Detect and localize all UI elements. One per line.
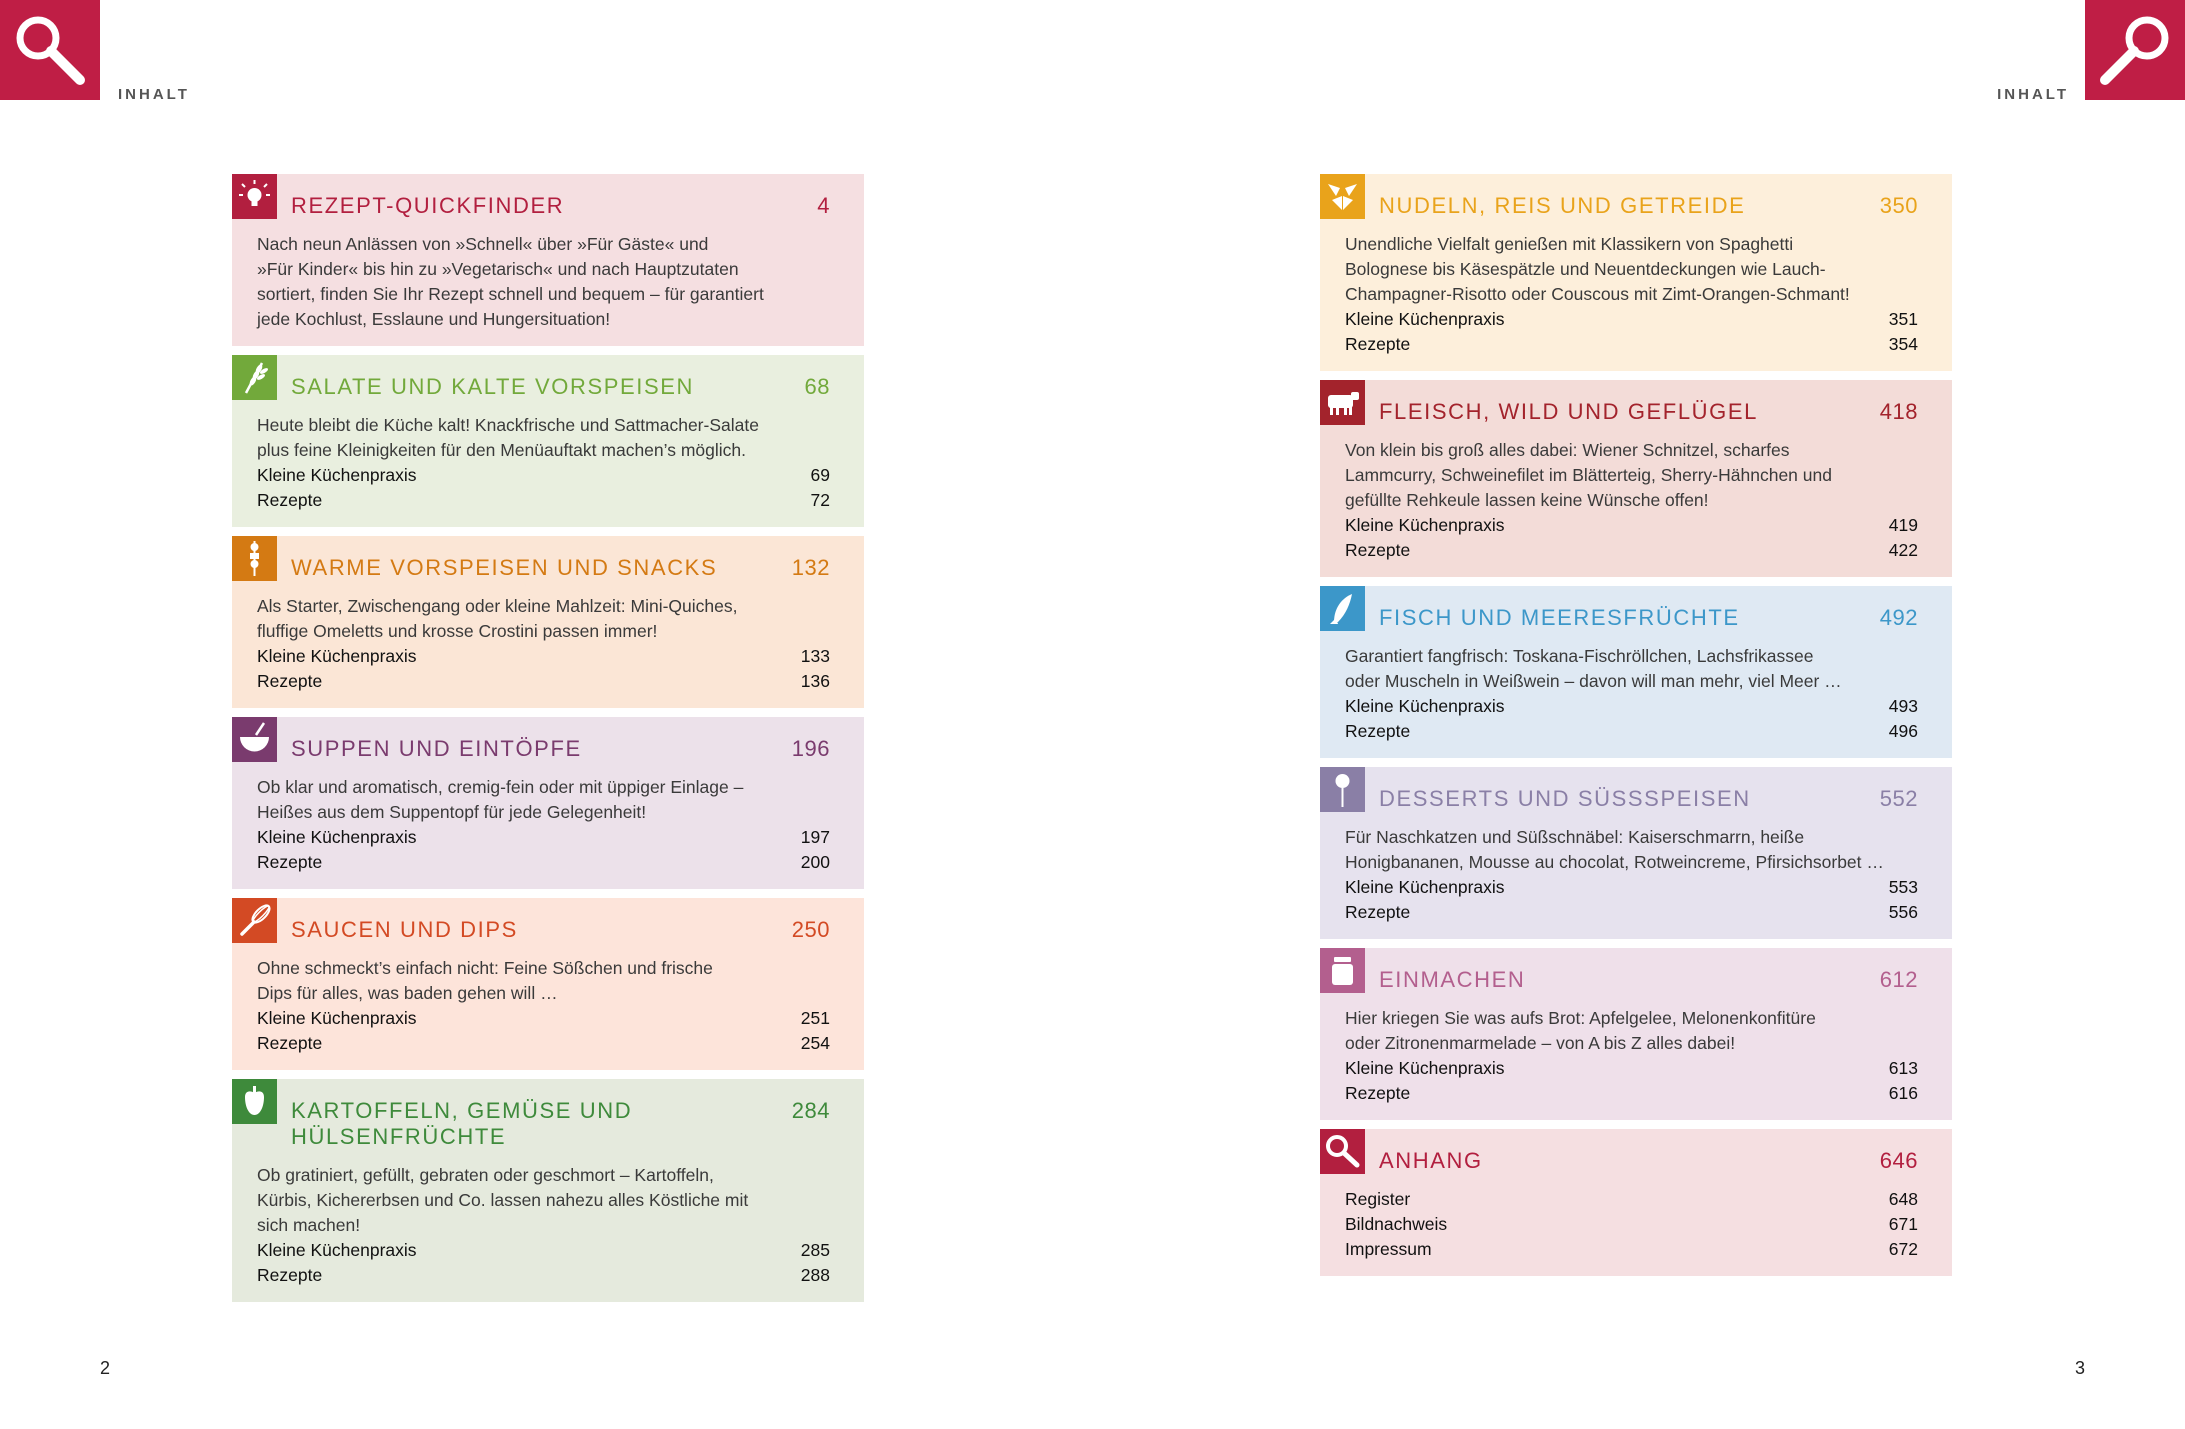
section-title[interactable]: ANHANG bbox=[1379, 1148, 1483, 1173]
subsection-entry[interactable] bbox=[257, 1006, 830, 1031]
subsection-list bbox=[1345, 1187, 1918, 1262]
fish-icon bbox=[1320, 586, 1365, 631]
section-page-number[interactable]: 4 bbox=[817, 193, 830, 218]
subsection-page: 648 bbox=[1888, 1189, 1918, 1209]
subsection-label: Rezepte bbox=[257, 671, 323, 691]
subsection-page: 136 bbox=[800, 671, 830, 691]
section-title-row bbox=[1379, 967, 1918, 993]
pasta-icon bbox=[1320, 174, 1365, 219]
subsection-label: Kleine Küchenpraxis bbox=[257, 1008, 417, 1028]
magnifier-icon bbox=[12, 12, 88, 88]
toc-section-anhang bbox=[1320, 1129, 1952, 1276]
wheat-icon bbox=[232, 355, 277, 400]
description-line: Garantiert fangfrisch: Toskana-Fischröllchen, Lachsfrikassee bbox=[1345, 646, 1814, 666]
subsection-label: Rezepte bbox=[1345, 334, 1411, 354]
description-line: Heißes aus dem Suppentopf für jede Gelegenheit! bbox=[257, 802, 647, 822]
subsection-page: 422 bbox=[1888, 540, 1918, 560]
description-line: fluffige Omeletts und krosse Crostini passen immer! bbox=[257, 621, 658, 641]
subsection-label: Rezepte bbox=[257, 852, 323, 872]
subsection-entry[interactable] bbox=[1345, 538, 1918, 563]
section-header-right: INHALT bbox=[1997, 86, 2069, 103]
subsection-entry[interactable] bbox=[257, 825, 830, 850]
subsection-label: Rezepte bbox=[1345, 721, 1411, 741]
section-description bbox=[257, 413, 830, 463]
section-page-number[interactable]: 350 bbox=[1879, 193, 1918, 218]
subsection-entry[interactable] bbox=[257, 1031, 830, 1056]
section-description bbox=[257, 1163, 830, 1238]
subsection-label: Kleine Küchenpraxis bbox=[257, 827, 417, 847]
section-title[interactable]: WARME VORSPEISEN UND SNACKS bbox=[291, 555, 718, 580]
section-title[interactable]: SAUCEN UND DIPS bbox=[291, 917, 518, 942]
description-line: Nach neun Anlässen von »Schnell« über »Für Gäste« und bbox=[257, 234, 709, 254]
section-page-number[interactable]: 552 bbox=[1879, 786, 1918, 811]
subsection-entry[interactable] bbox=[1345, 875, 1918, 900]
description-line: sortiert, finden Sie Ihr Rezept schnell und bequem – für garantiert bbox=[257, 284, 764, 304]
toc-section-nudeln-reis-und-getreide bbox=[1320, 174, 1952, 371]
subsection-page: 419 bbox=[1888, 515, 1918, 535]
subsection-list bbox=[257, 1238, 830, 1288]
subsection-label: Rezepte bbox=[1345, 540, 1411, 560]
subsection-page: 496 bbox=[1888, 721, 1918, 741]
subsection-page: 616 bbox=[1888, 1083, 1918, 1103]
description-line: Ob klar und aromatisch, cremig-fein oder mit üppiger Einlage – bbox=[257, 777, 744, 797]
subsection-list bbox=[1345, 513, 1918, 563]
magnifier-icon bbox=[2097, 12, 2173, 88]
description-line: oder Muscheln in Weißwein – davon will man mehr, viel Meer … bbox=[1345, 671, 1842, 691]
toc-column-right bbox=[1320, 174, 1952, 1285]
subsection-entry[interactable] bbox=[1345, 332, 1918, 357]
subsection-page: 354 bbox=[1888, 334, 1918, 354]
corner-tab-right bbox=[2085, 0, 2185, 100]
subsection-label: Rezepte bbox=[257, 1033, 323, 1053]
subsection-label: Kleine Küchenpraxis bbox=[257, 465, 417, 485]
toc-column-left bbox=[232, 174, 864, 1311]
section-title-row bbox=[291, 374, 830, 400]
subsection-entry[interactable] bbox=[1345, 719, 1918, 744]
toc-section-rezept-quickfinder bbox=[232, 174, 864, 346]
section-title[interactable]: NUDELN, REIS UND GETREIDE bbox=[1379, 193, 1746, 218]
subsection-entry[interactable] bbox=[257, 1263, 830, 1288]
corner-tab-left bbox=[0, 0, 100, 100]
subsection-page: 72 bbox=[810, 490, 830, 510]
subsection-entry[interactable] bbox=[1345, 1212, 1918, 1237]
subsection-entry[interactable] bbox=[1345, 1237, 1918, 1262]
subsection-label: Register bbox=[1345, 1189, 1411, 1209]
subsection-label: Impressum bbox=[1345, 1239, 1432, 1259]
section-page-number[interactable]: 612 bbox=[1879, 967, 1918, 992]
description-line: sich machen! bbox=[257, 1215, 361, 1235]
subsection-entry[interactable] bbox=[257, 1238, 830, 1263]
subsection-label: Kleine Küchenpraxis bbox=[257, 646, 417, 666]
section-page-number[interactable]: 646 bbox=[1879, 1148, 1918, 1173]
toc-section-warme-vorspeisen-und-snacks bbox=[232, 536, 864, 708]
subsection-page: 351 bbox=[1888, 309, 1918, 329]
section-title[interactable]: REZEPT-QUICKFINDER bbox=[291, 193, 565, 218]
description-line: gefüllte Rehkeule lassen keine Wünsche offen! bbox=[1345, 490, 1709, 510]
subsection-label: Rezepte bbox=[1345, 1083, 1411, 1103]
subsection-page: 133 bbox=[800, 646, 830, 666]
subsection-list bbox=[1345, 694, 1918, 744]
section-description bbox=[1345, 1006, 1918, 1056]
description-line: Ob gratiniert, gefüllt, gebraten oder geschmort – Kartoffeln, bbox=[257, 1165, 714, 1185]
subsection-label: Kleine Küchenpraxis bbox=[257, 1240, 417, 1260]
subsection-label: Bildnachweis bbox=[1345, 1214, 1448, 1234]
section-title[interactable]: FLEISCH, WILD UND GEFLÜGEL bbox=[1379, 399, 1758, 424]
subsection-label: Kleine Küchenpraxis bbox=[1345, 515, 1505, 535]
description-line: Hier kriegen Sie was aufs Brot: Apfelgelee, Melonenkonfitüre bbox=[1345, 1008, 1816, 1028]
subsection-entry[interactable] bbox=[1345, 1187, 1918, 1212]
page-number-right: 3 bbox=[2074, 1358, 2085, 1378]
cow-icon bbox=[1320, 380, 1365, 425]
section-page-number[interactable]: 418 bbox=[1879, 399, 1918, 424]
section-page-number[interactable]: 196 bbox=[791, 736, 830, 761]
subsection-list bbox=[257, 463, 830, 513]
subsection-entry[interactable] bbox=[1345, 694, 1918, 719]
subsection-list bbox=[1345, 1056, 1918, 1106]
section-page-number[interactable]: 284 bbox=[791, 1098, 830, 1123]
subsection-label: Rezepte bbox=[1345, 902, 1411, 922]
section-page-number[interactable]: 68 bbox=[804, 374, 830, 399]
section-description bbox=[1345, 232, 1918, 307]
page-number-left: 2 bbox=[100, 1358, 111, 1378]
section-title-row bbox=[1379, 1148, 1918, 1174]
section-description bbox=[1345, 825, 1918, 875]
magnifier-icon bbox=[1320, 1129, 1365, 1174]
subsection-entry[interactable] bbox=[1345, 513, 1918, 538]
subsection-page: 285 bbox=[800, 1240, 830, 1260]
description-line: Honigbananen, Mousse au chocolat, Rotweincreme, Pfirsichsorbet … bbox=[1345, 852, 1884, 872]
section-title[interactable]: EINMACHEN bbox=[1379, 967, 1526, 992]
subsection-entry[interactable] bbox=[1345, 900, 1918, 925]
subsection-entry[interactable] bbox=[257, 488, 830, 513]
section-description bbox=[1345, 644, 1918, 694]
subsection-list bbox=[257, 644, 830, 694]
toc-section-suppen-und-eintoepfe bbox=[232, 717, 864, 889]
description-line: oder Zitronenmarmelade – von A bis Z alles dabei! bbox=[1345, 1033, 1736, 1053]
section-header-left: INHALT bbox=[118, 86, 190, 103]
subsection-list bbox=[257, 825, 830, 875]
section-title[interactable]: FISCH UND MEERESFRÜCHTE bbox=[1379, 605, 1740, 630]
description-line: »Für Kinder« bis hin zu »Vegetarisch« und nach Hauptzutaten bbox=[257, 259, 739, 279]
subsection-page: 69 bbox=[810, 465, 830, 485]
subsection-page: 671 bbox=[1888, 1214, 1918, 1234]
subsection-page: 556 bbox=[1888, 902, 1918, 922]
subsection-entry[interactable] bbox=[1345, 1081, 1918, 1106]
subsection-page: 251 bbox=[800, 1008, 830, 1028]
section-title-row bbox=[1379, 193, 1918, 219]
section-page-number[interactable]: 132 bbox=[791, 555, 830, 580]
description-line: Champagner-Risotto oder Couscous mit Zimt-Orangen-Schmant! bbox=[1345, 284, 1850, 304]
section-title[interactable]: KARTOFFELN, GEMÜSE UND HÜLSENFRÜCHTE bbox=[291, 1098, 633, 1149]
subsection-label: Kleine Küchenpraxis bbox=[1345, 696, 1505, 716]
description-line: Ohne schmeckt’s einfach nicht: Feine Sößchen und frische bbox=[257, 958, 713, 978]
subsection-page: 254 bbox=[800, 1033, 830, 1053]
section-description bbox=[257, 956, 830, 1006]
description-line: jede Kochlust, Esslaune und Hungersituation! bbox=[257, 309, 611, 329]
section-title[interactable]: DESSERTS UND SÜSSSPEISEN bbox=[1379, 786, 1751, 811]
subsection-label: Kleine Küchenpraxis bbox=[1345, 309, 1505, 329]
subsection-entry[interactable] bbox=[1345, 307, 1918, 332]
section-description bbox=[257, 594, 830, 644]
section-title-row bbox=[1379, 786, 1918, 812]
subsection-entry[interactable] bbox=[257, 850, 830, 875]
description-line: Bolognese bis Käsespätzle und Neuentdeckungen wie Lauch- bbox=[1345, 259, 1826, 279]
lollipop-icon bbox=[1320, 767, 1365, 812]
description-line: Unendliche Vielfalt genießen mit Klassikern von Spaghetti bbox=[1345, 234, 1794, 254]
section-page-number[interactable]: 492 bbox=[1879, 605, 1918, 630]
pepper-icon bbox=[232, 1079, 277, 1124]
section-title-row bbox=[291, 1098, 830, 1150]
subsection-page: 197 bbox=[800, 827, 830, 847]
lightbulb-icon bbox=[232, 174, 277, 219]
toc-section-salate-und-kalte-vorspeisen bbox=[232, 355, 864, 527]
subsection-list bbox=[257, 1006, 830, 1056]
subsection-page: 493 bbox=[1888, 696, 1918, 716]
section-title[interactable]: SUPPEN UND EINTÖPFE bbox=[291, 736, 582, 761]
section-title-row bbox=[291, 555, 830, 581]
toc-section-saucen-und-dips bbox=[232, 898, 864, 1070]
section-title-row bbox=[291, 736, 830, 762]
section-title-row bbox=[291, 917, 830, 943]
description-line: Für Naschkatzen und Süßschnäbel: Kaiserschmarrn, heiße bbox=[1345, 827, 1805, 847]
description-line: Als Starter, Zwischengang oder kleine Mahlzeit: Mini-Quiches, bbox=[257, 596, 738, 616]
subsection-label: Kleine Küchenpraxis bbox=[1345, 1058, 1505, 1078]
description-line: Heute bleibt die Küche kalt! Knackfrische und Sattmacher-Salate bbox=[257, 415, 759, 435]
section-title[interactable]: SALATE UND KALTE VORSPEISEN bbox=[291, 374, 695, 399]
subsection-page: 200 bbox=[800, 852, 830, 872]
jar-icon bbox=[1320, 948, 1365, 993]
toc-section-desserts-und-suessspeisen bbox=[1320, 767, 1952, 939]
section-title-row bbox=[1379, 399, 1918, 425]
whisk-icon bbox=[232, 898, 277, 943]
subsection-page: 553 bbox=[1888, 877, 1918, 897]
subsection-page: 613 bbox=[1888, 1058, 1918, 1078]
subsection-label: Rezepte bbox=[257, 1265, 323, 1285]
subsection-page: 672 bbox=[1888, 1239, 1918, 1259]
description-line: plus feine Kleinigkeiten für den Menüauftakt machen’s möglich. bbox=[257, 440, 746, 460]
section-description bbox=[257, 232, 830, 332]
description-line: Kürbis, Kichererbsen und Co. lassen nahezu alles Köstliche mit bbox=[257, 1190, 749, 1210]
section-description bbox=[257, 775, 830, 825]
toc-section-fleisch-wild-und-gefluegel bbox=[1320, 380, 1952, 577]
section-title-row bbox=[1379, 605, 1918, 631]
subsection-entry[interactable] bbox=[257, 644, 830, 669]
subsection-label: Rezepte bbox=[257, 490, 323, 510]
subsection-list bbox=[1345, 875, 1918, 925]
section-description bbox=[1345, 438, 1918, 513]
skewer-icon bbox=[232, 536, 277, 581]
subsection-entry[interactable] bbox=[1345, 1056, 1918, 1081]
subsection-page: 288 bbox=[800, 1265, 830, 1285]
toc-section-fisch-und-meeresfruechte bbox=[1320, 586, 1952, 758]
subsection-entry[interactable] bbox=[257, 669, 830, 694]
description-line: Von klein bis groß alles dabei: Wiener Schnitzel, scharfes bbox=[1345, 440, 1790, 460]
description-line: Dips für alles, was baden gehen will … bbox=[257, 983, 558, 1003]
toc-section-einmachen bbox=[1320, 948, 1952, 1120]
subsection-entry[interactable] bbox=[257, 463, 830, 488]
description-line: Lammcurry, Schweinefilet im Blätterteig, Sherry-Hähnchen und bbox=[1345, 465, 1832, 485]
section-page-number[interactable]: 250 bbox=[791, 917, 830, 942]
subsection-list bbox=[1345, 307, 1918, 357]
soup-bowl-icon bbox=[232, 717, 277, 762]
toc-section-kartoffeln-gemuese-und-huelsenfruechte bbox=[232, 1079, 864, 1302]
subsection-label: Kleine Küchenpraxis bbox=[1345, 877, 1505, 897]
section-title-row bbox=[291, 193, 830, 219]
